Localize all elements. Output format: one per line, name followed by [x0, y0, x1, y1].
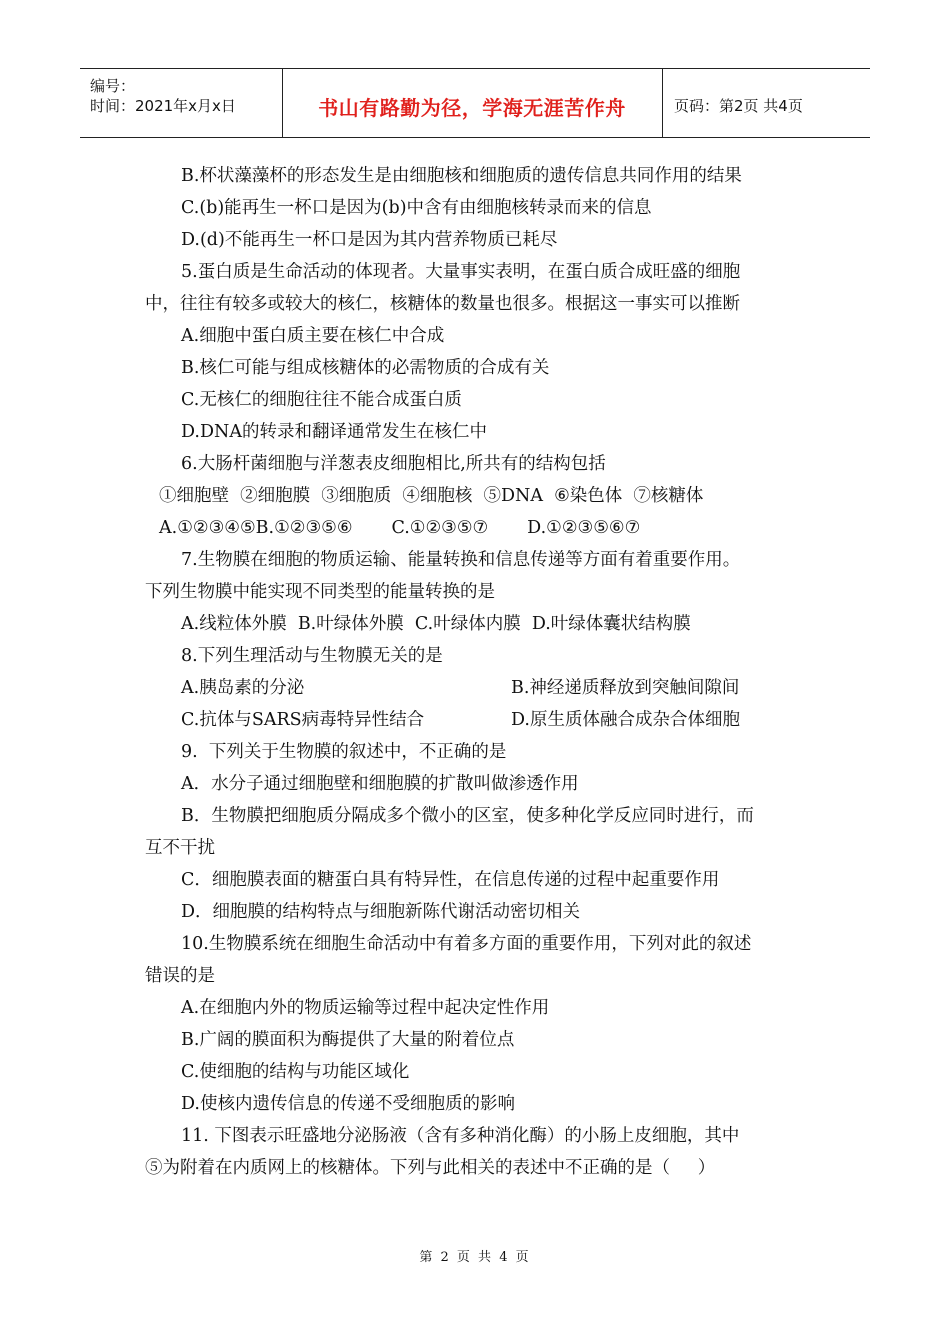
- option-row: [145, 672, 810, 704]
- text-line: 中，往往有较多或较大的核仁，核糖体的数量也很多。根据这一事实可以推断: [145, 294, 740, 314]
- header-info-cell: [80, 69, 283, 137]
- option-d: D.原生质体融合成杂合体细胞: [511, 710, 740, 730]
- header-page-cell: [662, 69, 870, 137]
- page-info: 页码：第2页 共4页: [674, 97, 803, 115]
- option-line: B.核仁可能与组成核糖体的必需物质的合成有关: [181, 358, 550, 378]
- question-6: 6.大肠杆菌细胞与洋葱表皮细胞相比,所共有的结构包括: [181, 454, 606, 474]
- question-10: 10.生物膜系统在细胞生命活动中有着多方面的重要作用，下列对此的叙述: [181, 934, 752, 954]
- option-line: B．生物膜把细胞质分隔成多个微小的区室，使多种化学反应同时进行，而: [181, 806, 754, 826]
- text-line: 错误的是: [145, 966, 215, 986]
- option-line: A.细胞中蛋白质主要在核仁中合成: [181, 326, 445, 346]
- question-5: 5.蛋白质是生命活动的体现者。大量事实表明，在蛋白质合成旺盛的细胞: [181, 262, 741, 282]
- question-9: 9. 下列关于生物膜的叙述中，不正确的是: [181, 742, 507, 762]
- motto: 书山有路勤为径，学海无涯苦作舟: [318, 96, 626, 120]
- text-line: C.(b)能再生一杯口是因为(b)中含有由细胞核转录而来的信息: [181, 198, 652, 218]
- header-motto-cell: [282, 69, 663, 137]
- number-label: 编号：: [90, 77, 136, 95]
- option-line: C.使细胞的结构与功能区域化: [181, 1062, 410, 1082]
- option-line: A．水分子通过细胞壁和细胞膜的扩散叫做渗透作用: [181, 774, 579, 794]
- option-a: A.胰岛素的分泌: [181, 678, 305, 698]
- question-7: 7.生物膜在细胞的物质运输、能量转换和信息传递等方面有着重要作用。: [181, 550, 741, 570]
- option-line: D．细胞膜的结构特点与细胞新陈代谢活动密切相关: [181, 902, 581, 922]
- text-line: ⑤为附着在内质网上的核糖体。下列与此相关的表述中不正确的是（ ）: [145, 1158, 716, 1178]
- option-c: C.抗体与SARS病毒特异性结合: [181, 710, 425, 730]
- text-line: 互不干扰: [145, 838, 215, 858]
- option-line: C．细胞膜表面的糖蛋白具有特异性，在信息传递的过程中起重要作用: [181, 870, 720, 890]
- date-line: 时间：2021年x月x日: [90, 97, 236, 115]
- option-row: [145, 704, 810, 736]
- page-footer: 第 2 页 共 4 页: [419, 1250, 531, 1265]
- question-8: 8.下列生理活动与生物膜无关的是: [181, 646, 443, 666]
- option-line: A.在细胞内外的物质运输等过程中起决定性作用: [181, 998, 550, 1018]
- text-line: B.杯状藻藻杯的形态发生是由细胞核和细胞质的遗传信息共同作用的结果: [181, 166, 742, 186]
- option-line: A.线粒体外膜 B.叶绿体外膜 C.叶绿体内膜 D.叶绿体囊状结构膜: [181, 614, 691, 634]
- document-body: [145, 160, 810, 1184]
- text-line: D.(d)不能再生一杯口是因为其内营养物质已耗尽: [181, 230, 558, 250]
- option-line: B.广阔的膜面积为酶提供了大量的附着位点: [181, 1030, 515, 1050]
- option-b: B.神经递质释放到突触间隙间: [511, 678, 740, 698]
- question-11: 11. 下图表示旺盛地分泌肠液（含有多种消化酶）的小肠上皮细胞，其中: [181, 1126, 740, 1146]
- option-line: D.DNA的转录和翻译通常发生在核仁中: [181, 422, 487, 442]
- page-header: [80, 68, 870, 138]
- option-line: D.使核内遗传信息的传递不受细胞质的影响: [181, 1094, 515, 1114]
- option-line: A.①②③④⑤B.①②③⑤⑥ C.①②③⑤⑦ D.①②③⑤⑥⑦: [159, 518, 641, 538]
- text-line: 下列生物膜中能实现不同类型的能量转换的是: [145, 582, 495, 602]
- option-line: C.无核仁的细胞往往不能合成蛋白质: [181, 390, 462, 410]
- structure-list: ①细胞壁 ②细胞膜 ③细胞质 ④细胞核 ⑤DNA ⑥染色体 ⑦核糖体: [159, 486, 704, 506]
